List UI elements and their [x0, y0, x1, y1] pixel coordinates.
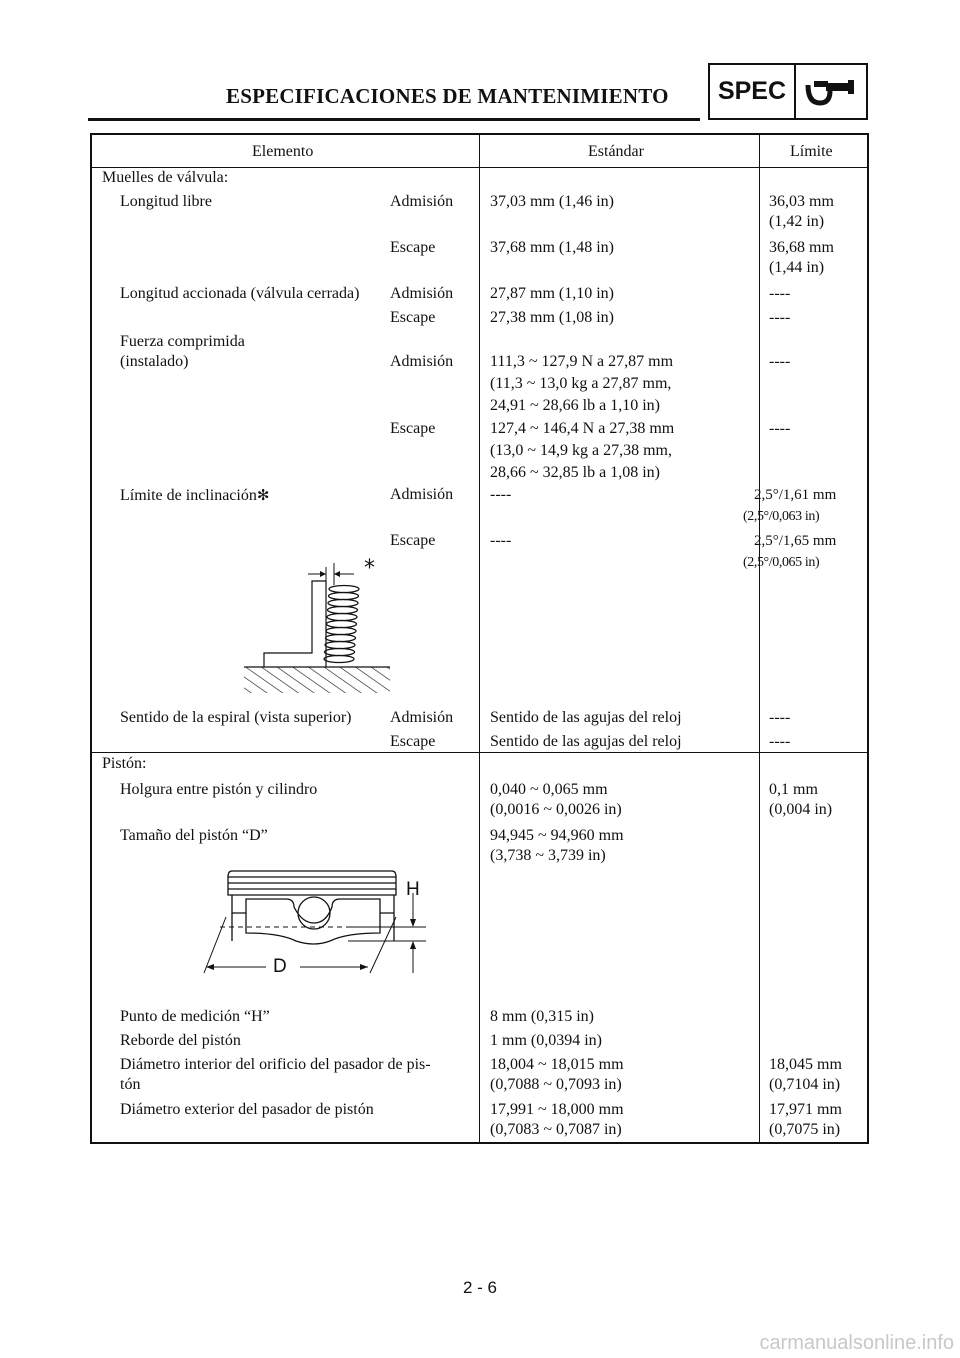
limit-value: 36,03 mm	[769, 193, 834, 210]
standard-value: 17,991 ~ 18,000 mm	[490, 1101, 624, 1118]
limit-value: ----	[769, 285, 791, 302]
row-sublabel: Escape	[390, 733, 436, 750]
header-rule	[88, 118, 700, 121]
row-label: Sentido de la espiral (vista superior)	[120, 709, 352, 726]
column-header-standard: Estándar	[588, 143, 644, 160]
row-sublabel: Escape	[390, 239, 436, 256]
figure-asterisk-label: *	[364, 556, 375, 581]
standard-value: 111,3 ~ 127,9 N a 27,87 mm	[490, 353, 674, 370]
row-label: Punto de medición “H”	[120, 1008, 270, 1025]
row-sublabel: Admisión	[390, 709, 454, 726]
page-title: ESPECIFICACIONES DE MANTENIMIENTO	[226, 84, 669, 108]
standard-value: (13,0 ~ 14,9 kg a 27,38 mm,	[490, 442, 672, 459]
tilt-label: Límite de inclinación	[120, 487, 257, 504]
standard-value: 18,004 ~ 18,015 mm	[490, 1056, 624, 1073]
row-sublabel: Escape	[390, 532, 436, 549]
standard-value: (0,7088 ~ 0,7093 in)	[490, 1076, 622, 1093]
limit-value: 17,971 mm	[769, 1101, 842, 1118]
row-label: Tamaño del pistón “D”	[120, 827, 268, 844]
standard-value: 24,91 ~ 28,66 lb a 1,10 in)	[490, 397, 660, 414]
limit-value: 0,1 mm	[769, 781, 818, 798]
column-divider	[479, 135, 480, 1142]
watermark: carmanualsonline.info	[759, 1332, 954, 1354]
limit-value: (1,42 in)	[769, 213, 825, 230]
caliper-icon	[796, 65, 866, 118]
limit-value: ----	[769, 353, 791, 370]
standard-value: 1 mm (0,0394 in)	[490, 1032, 602, 1049]
limit-value: ----	[769, 709, 791, 726]
figure-label-h: H	[406, 879, 420, 900]
column-header-limit: Límite	[790, 143, 833, 160]
spec-table	[90, 133, 869, 1144]
row-sublabel: Admisión	[390, 353, 454, 370]
spec-badge-label: SPEC	[710, 65, 796, 118]
standard-value: ----	[490, 532, 512, 549]
section-heading-springs: Muelles de válvula:	[102, 169, 229, 186]
limit-value: (0,7104 in)	[769, 1076, 841, 1093]
column-header-element: Elemento	[252, 143, 314, 160]
limit-value: ----	[769, 309, 791, 326]
row-sublabel: Admisión	[390, 285, 454, 302]
page-number: 2 - 6	[462, 1278, 498, 1297]
limit-value: 36,68 mm	[769, 239, 834, 256]
standard-value: 127,4 ~ 146,4 N a 27,38 mm	[490, 420, 675, 437]
standard-value: ----	[490, 486, 512, 503]
limit-value: ----	[769, 420, 791, 437]
row-label: tón	[120, 1076, 141, 1093]
spec-badge	[708, 63, 868, 120]
row-label: (instalado)	[120, 353, 189, 370]
standard-value: 37,68 mm (1,48 in)	[490, 239, 614, 256]
standard-value: 94,945 ~ 94,960 mm	[490, 827, 624, 844]
standard-value: 27,87 mm (1,10 in)	[490, 285, 614, 302]
standard-value: 37,03 mm (1,46 in)	[490, 193, 614, 210]
standard-value: 0,040 ~ 0,065 mm	[490, 781, 608, 798]
limit-value: (2,5°/0,065 in)	[743, 555, 820, 570]
figure-label-d: D	[273, 956, 287, 977]
standard-value: 27,38 mm (1,08 in)	[490, 309, 614, 326]
asterisk-icon: ✻	[256, 486, 270, 504]
limit-value: (1,44 in)	[769, 259, 825, 276]
standard-value: (11,3 ~ 13,0 kg a 27,87 mm,	[490, 375, 672, 392]
row-label: Reborde del pistón	[120, 1032, 241, 1049]
row-label: Holgura entre pistón y cilindro	[120, 781, 318, 798]
piston-diagram	[198, 863, 428, 983]
standard-value: 28,66 ~ 32,85 lb a 1,08 in)	[490, 464, 660, 481]
limit-value: 2,5°/1,61 mm	[754, 487, 837, 503]
limit-value: (0,004 in)	[769, 801, 833, 818]
limit-value: ----	[769, 733, 791, 750]
row-label: Diámetro exterior del pasador de pistón	[120, 1101, 374, 1118]
limit-value: 18,045 mm	[769, 1056, 842, 1073]
limit-value: (2,5°/0,063 in)	[743, 509, 820, 524]
standard-value: (0,0016 ~ 0,0026 in)	[490, 801, 622, 818]
row-label: Fuerza comprimida	[120, 333, 245, 350]
limit-value: (0,7075 in)	[769, 1121, 841, 1138]
row-sublabel: Escape	[390, 420, 436, 437]
row-label: Diámetro interior del orificio del pasador de pis-	[120, 1056, 431, 1073]
limit-value: 2,5°/1,65 mm	[754, 533, 837, 549]
row-label-tilt	[120, 484, 269, 507]
section-heading-piston: Pistón:	[102, 755, 147, 772]
standard-value: (3,738 ~ 3,739 in)	[490, 847, 606, 864]
standard-value: Sentido de las agujas del reloj	[490, 709, 682, 726]
column-divider	[759, 135, 760, 1142]
section-divider	[92, 752, 867, 753]
row-label: Longitud accionada (válvula cerrada)	[120, 285, 360, 302]
standard-value: (0,7083 ~ 0,7087 in)	[490, 1121, 622, 1138]
row-sublabel: Admisión	[390, 486, 454, 503]
standard-value: 8 mm (0,315 in)	[490, 1008, 594, 1025]
standard-value: Sentido de las agujas del reloj	[490, 733, 682, 750]
row-sublabel: Escape	[390, 309, 436, 326]
row-sublabel: Admisión	[390, 193, 454, 210]
row-label: Longitud libre	[120, 193, 212, 210]
